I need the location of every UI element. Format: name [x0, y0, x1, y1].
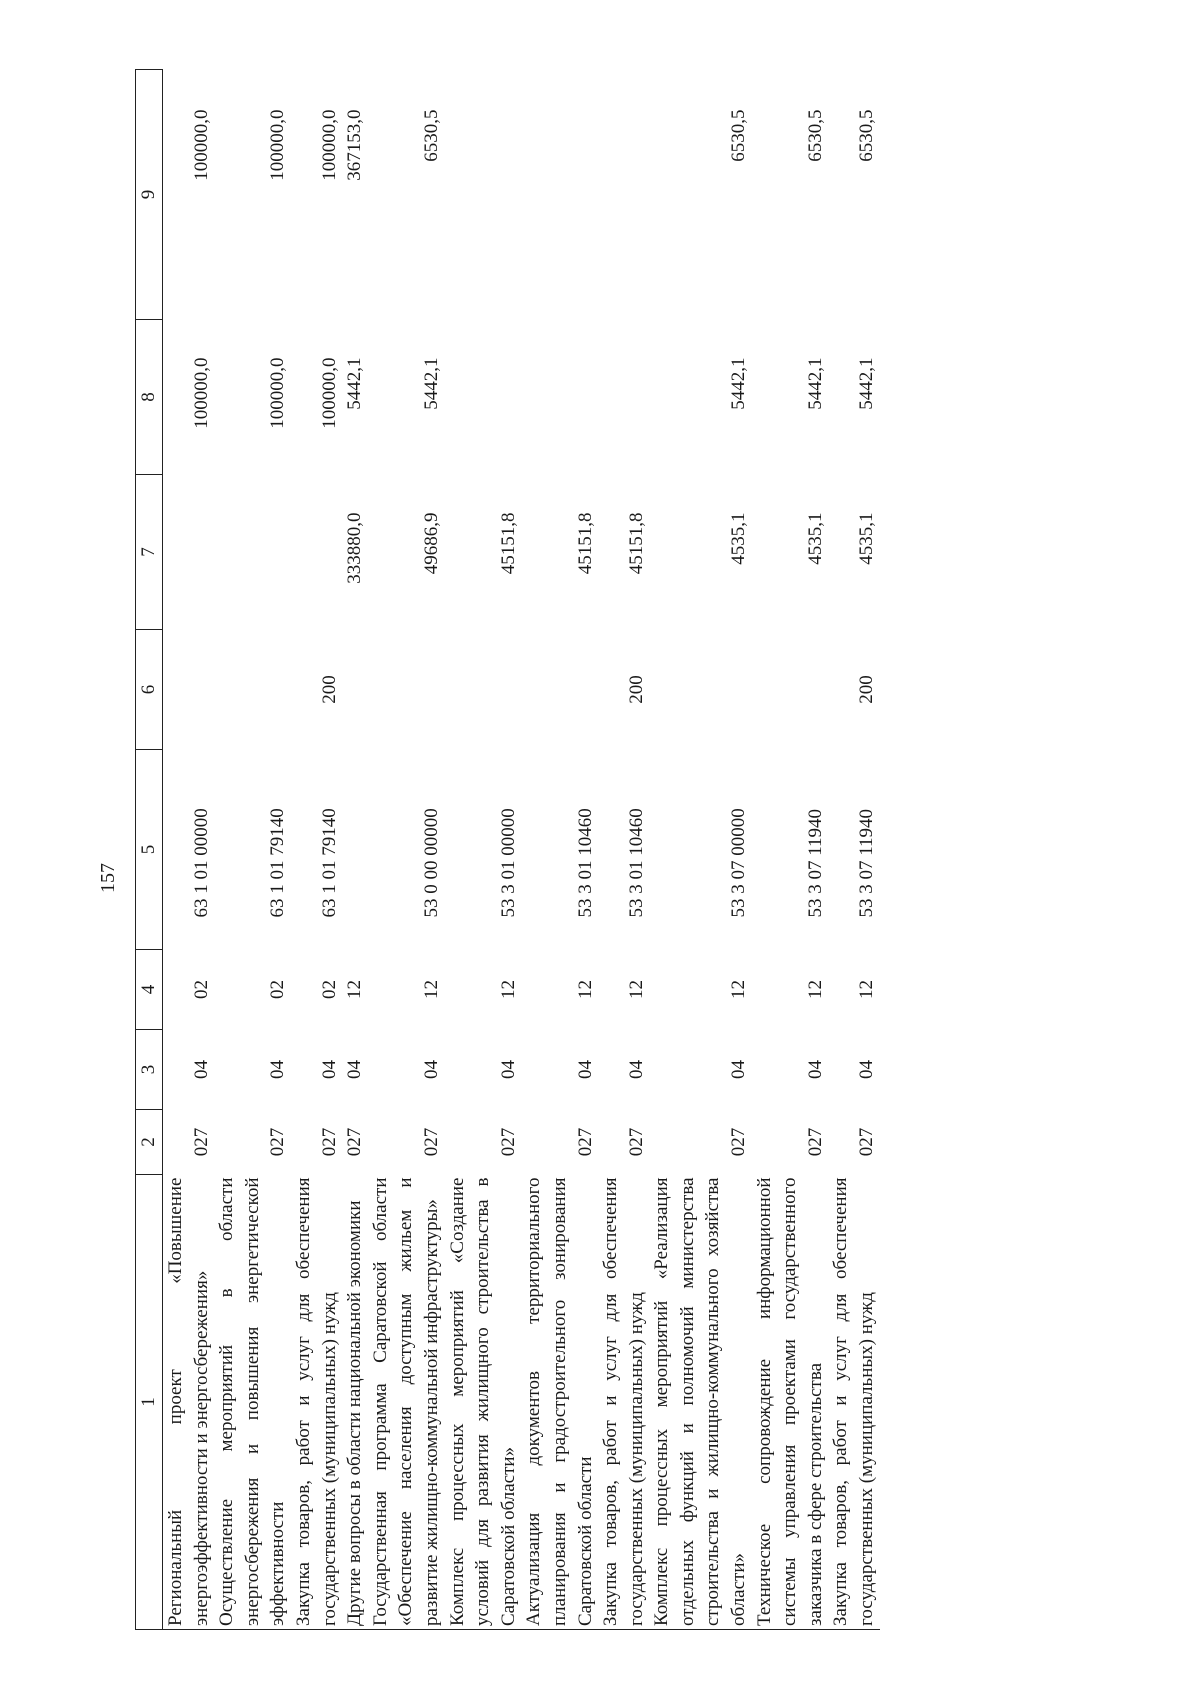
cell-col7: 333880,0 [344, 512, 366, 584]
cell-col8: 5442,1 [856, 357, 878, 410]
table-row [649, 70, 751, 1630]
cell-col2: 027 [318, 1127, 340, 1157]
cell-col8 [598, 320, 649, 475]
cell-col4: 12 [804, 980, 826, 999]
column-header: 6 [136, 630, 163, 750]
cell-col7: 49686,9 [420, 512, 442, 575]
cell-col8: 100000,0 [190, 357, 212, 429]
cell-col7: 4535,1 [804, 512, 826, 565]
table-row [598, 70, 649, 1630]
cell-col5: 63 1 01 79140 [267, 808, 289, 918]
column-header: 3 [136, 1030, 163, 1110]
cell-col6 [521, 630, 598, 750]
row-name-cell: Техническое сопровождение информационной системы управления проектами государственного заказчика в сфере строительства [752, 1175, 829, 1630]
cell-col4: 02 [318, 980, 340, 999]
cell-col2: 027 [344, 1127, 366, 1157]
cell-col9: 6530,5 [728, 109, 750, 162]
table-row [752, 70, 829, 1630]
cell-col3: 04 [497, 1060, 519, 1079]
page-number: 157 [97, 863, 119, 893]
row-name-cell: Закупка товаров, работ и услуг для обеспечения государственных (муниципальных) нужд [291, 1175, 342, 1630]
cell-col3: 04 [625, 1060, 647, 1079]
cell-col6 [752, 630, 829, 750]
column-header: 2 [136, 1110, 163, 1175]
cell-col9: 6530,5 [420, 109, 442, 162]
cell-col8: 5442,1 [420, 357, 442, 410]
cell-col6 [214, 630, 291, 750]
cell-col2: 027 [497, 1127, 519, 1157]
cell-col6: 200 [625, 675, 647, 704]
cell-col9: 367153,0 [344, 109, 366, 181]
cell-col8: 5442,1 [344, 357, 366, 410]
cell-col3: 04 [344, 1060, 366, 1079]
cell-col7 [291, 475, 342, 630]
row-name-cell: Другие вопросы в области национальной экономики [342, 1175, 368, 1630]
row-name-cell: Актуализация документов территориального планирования и градостроительного зонирования Саратовской области [521, 1175, 598, 1630]
table-row [214, 70, 291, 1630]
cell-col2: 027 [267, 1127, 289, 1157]
column-header: 7 [136, 475, 163, 630]
budget-sheet [135, 70, 1195, 1630]
cell-col8: 100000,0 [267, 357, 289, 429]
cell-col2: 027 [804, 1127, 826, 1157]
cell-col3: 04 [190, 1060, 212, 1079]
row-name-cell: Закупка товаров, работ и услуг для обеспечения государственных (муниципальных) нужд [598, 1175, 649, 1630]
cell-col4: 12 [420, 980, 442, 999]
cell-col9: 6530,5 [856, 109, 878, 162]
table-body [163, 70, 880, 1630]
cell-col3: 04 [420, 1060, 442, 1079]
cell-col2: 027 [420, 1127, 442, 1157]
column-header: 9 [136, 70, 163, 320]
cell-col4: 02 [267, 980, 289, 999]
cell-col7 [214, 475, 291, 630]
cell-col7: 45151,8 [625, 512, 647, 575]
table-header-row [136, 70, 163, 1630]
cell-col2: 027 [574, 1127, 596, 1157]
cell-col4: 12 [344, 980, 366, 999]
cell-col4: 12 [625, 980, 647, 999]
cell-col3: 04 [804, 1060, 826, 1079]
table-row [828, 70, 879, 1630]
cell-col7 [163, 475, 215, 630]
cell-col2: 027 [625, 1127, 647, 1157]
cell-col5: 53 3 07 00000 [728, 808, 750, 918]
row-name-cell: Комплекс процессных мероприятий «Создание условий для развития жилищного строительства в Саратовской области» [445, 1175, 522, 1630]
cell-col5: 53 3 01 10460 [625, 808, 647, 918]
cell-col9 [445, 70, 522, 320]
cell-col6: 200 [318, 675, 340, 704]
cell-col4: 12 [856, 980, 878, 999]
budget-table [135, 69, 880, 1630]
cell-col6 [163, 630, 215, 750]
row-name-cell: Государственная программа Саратовской области «Обеспечение населения доступным жильем и развитие жилищно-коммунальной инфраструктуры» [368, 1175, 445, 1630]
cell-col9 [598, 70, 649, 320]
cell-col6 [445, 630, 522, 750]
cell-col5: 53 0 00 00000 [420, 808, 442, 918]
cell-col5: 63 1 01 79140 [318, 808, 340, 918]
cell-col3: 04 [318, 1060, 340, 1079]
row-name-cell: Закупка товаров, работ и услуг для обеспечения государственных (муниципальных) нужд [828, 1175, 879, 1630]
table-row [521, 70, 598, 1630]
column-header: 1 [136, 1175, 163, 1630]
cell-col9: 100000,0 [267, 109, 289, 181]
table-row [163, 70, 215, 1630]
cell-col9: 100000,0 [318, 109, 340, 181]
cell-col9 [521, 70, 598, 320]
table-row [445, 70, 522, 1630]
table-row [368, 70, 445, 1630]
cell-col2: 027 [856, 1127, 878, 1157]
cell-col5: 53 3 01 00000 [497, 808, 519, 918]
cell-col2: 027 [728, 1127, 750, 1157]
cell-col5: 63 1 01 00000 [190, 808, 212, 918]
cell-col4: 12 [574, 980, 596, 999]
cell-col3: 04 [856, 1060, 878, 1079]
cell-col7: 4535,1 [856, 512, 878, 565]
cell-col8: 100000,0 [318, 357, 340, 429]
cell-col3: 04 [267, 1060, 289, 1079]
cell-col7: 45151,8 [574, 512, 596, 575]
cell-col6: 200 [856, 675, 878, 704]
column-header: 4 [136, 950, 163, 1030]
table-row [342, 70, 368, 1630]
column-header: 5 [136, 750, 163, 950]
cell-col5: 53 3 01 10460 [574, 808, 596, 918]
cell-col8 [445, 320, 522, 475]
cell-col8 [521, 320, 598, 475]
cell-col3: 04 [574, 1060, 596, 1079]
table-row [291, 70, 342, 1630]
cell-col9: 6530,5 [804, 109, 826, 162]
cell-col5: 53 3 07 11940 [804, 808, 826, 918]
cell-col3: 04 [728, 1060, 750, 1079]
row-name-cell: Осуществление мероприятий в области энергосбережения и повышения энергетической эффективности [214, 1175, 291, 1630]
cell-col5: 53 3 07 11940 [856, 808, 878, 918]
cell-col6 [368, 630, 445, 750]
cell-col7: 4535,1 [728, 512, 750, 565]
row-name-cell: Комплекс процессных мероприятий «Реализация отдельных функций и полномочий министерства строительства и жилищно-коммунального хозяйства области» [649, 1175, 751, 1630]
cell-col2: 027 [190, 1127, 212, 1157]
column-header: 8 [136, 320, 163, 475]
cell-col7: 45151,8 [497, 512, 519, 575]
cell-col8: 5442,1 [728, 357, 750, 410]
cell-col4: 12 [497, 980, 519, 999]
cell-col4: 02 [190, 980, 212, 999]
cell-col6 [342, 630, 368, 750]
cell-col8: 5442,1 [804, 357, 826, 410]
cell-col9: 100000,0 [190, 109, 212, 181]
cell-col5 [342, 750, 368, 950]
cell-col6 [649, 630, 751, 750]
row-name-cell: Региональный проект «Повышение энергоэффективности и энергосбережения» [163, 1175, 215, 1630]
cell-col4: 12 [728, 980, 750, 999]
